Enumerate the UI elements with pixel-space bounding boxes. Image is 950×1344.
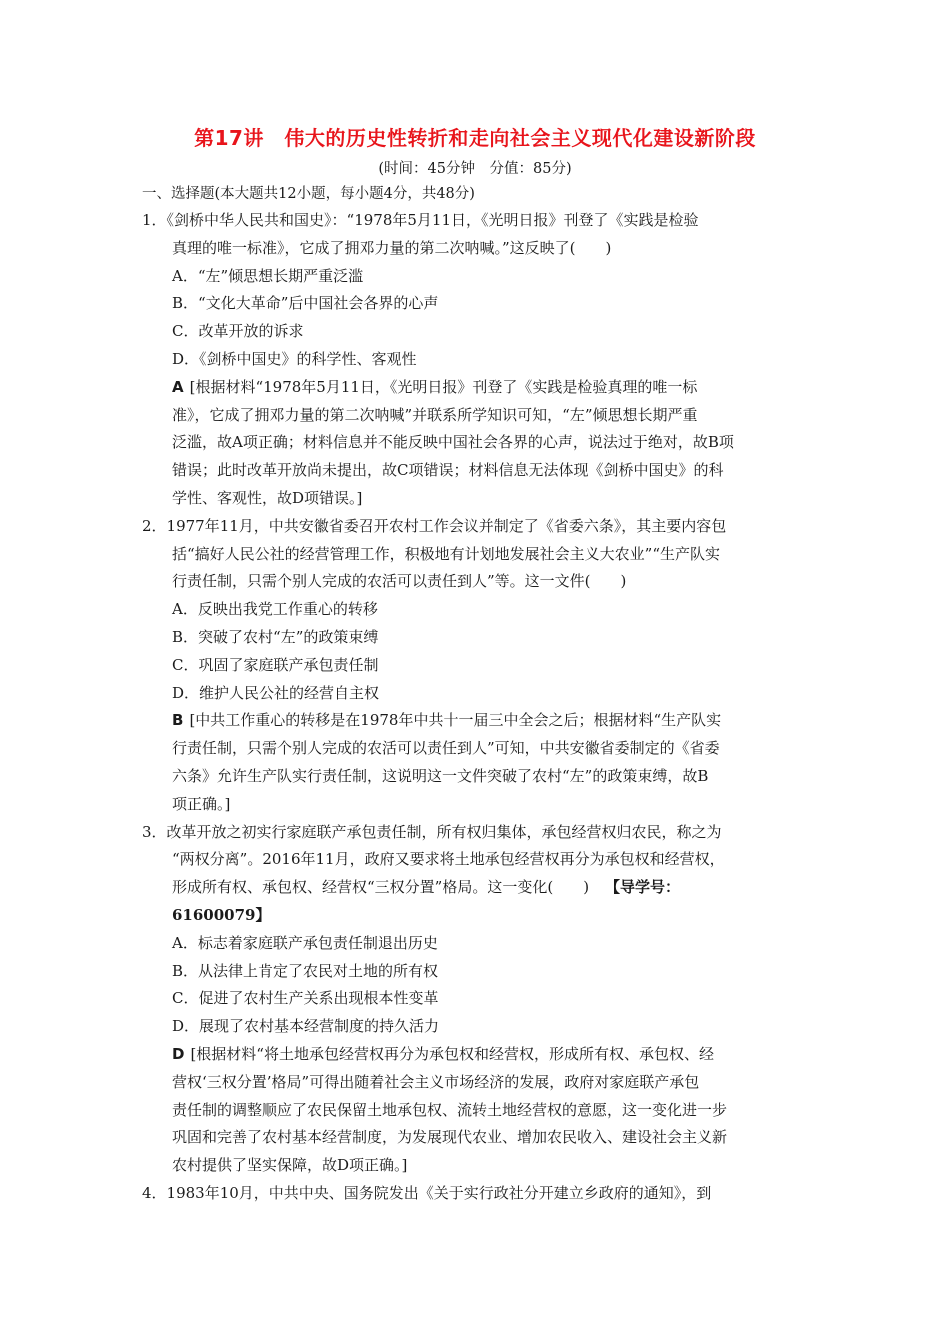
reference-number bbox=[142, 902, 808, 930]
section-heading: 一、选择题(本大题共12小题，每小题4分，共48分) bbox=[142, 186, 475, 202]
explanation-line: 六条》允许生产队实行责任制，这说明这一文件突破了农村“左”的政策束缚，故B bbox=[172, 766, 709, 785]
explanation-line: 责任制的调整顺应了农民保留土地承包权、流转土地经营权的意愿，这一变化进一步 bbox=[172, 1100, 728, 1119]
time-and-score: (时间：45分钟 分值：85分) bbox=[378, 161, 572, 177]
option-d: D．《剑桥中国史》的科学性、客观性 bbox=[172, 349, 417, 368]
stem-text: 形成所有权、承包权、经营权“三权分置”格局。这一变化( ) bbox=[172, 878, 590, 897]
question-stem-line: 括“搞好人民公社的经营管理工作，积极地有计划地发展社会主义大农业”“生产队实 bbox=[172, 544, 721, 563]
option-b: B．从法律上肯定了农民对土地的所有权 bbox=[172, 961, 439, 980]
option-b: B．突破了农村“左”的政策束缚 bbox=[172, 627, 379, 646]
question-3 bbox=[142, 819, 808, 1180]
explanation-line: 泛滥，故A项正确；材料信息并不能反映中国社会各界的心声，说法过于绝对，故B项 bbox=[172, 433, 734, 452]
answer-explanation-line bbox=[142, 707, 808, 735]
reference-label: 【导学号： bbox=[605, 878, 681, 897]
explanation-line: 巩固和完善了农村基本经营制度，为发展现代农业、增加农民收入、建设社会主义新 bbox=[172, 1128, 728, 1147]
explanation-text: [根据材料“1978年5月11日，《光明日报》刊登了《实践是检验真理的唯一标 bbox=[189, 377, 698, 396]
option-a: A．反映出我党工作重心的转移 bbox=[172, 600, 378, 619]
explanation-text: [中共工作重心的转移是在1978年中共十一届三中全会之后；根据材料“生产队实 bbox=[189, 711, 722, 730]
question-stem-line: 1．《剑桥中华人民共和国史》：“1978年5月11日，《光明日报》刊登了《实践是检验 bbox=[142, 211, 699, 229]
answer-explanation-line bbox=[142, 374, 808, 402]
option-c: C．促进了农村生产关系出现根本性变革 bbox=[172, 989, 439, 1008]
question-stem-line bbox=[142, 874, 808, 902]
question-list bbox=[142, 207, 808, 1208]
explanation-line: 学性、客观性，故D项错误。] bbox=[172, 488, 363, 507]
answer-letter: A bbox=[172, 377, 184, 396]
option-d: D．展现了农村基本经营制度的持久活力 bbox=[172, 1017, 440, 1036]
explanation-line: 行责任制，只需个别人完成的农活可以责任到人”可知，中共安徽省委制定的《省委 bbox=[172, 739, 720, 758]
question-stem-line: 4．1983年10月，中共中央、国务院发出《关于实行政社分开建立乡政府的通知》，到 bbox=[142, 1183, 712, 1202]
question-stem-line: 真理的唯一标准》，它成了拥邓力量的第二次呐喊。”这反映了( ) bbox=[172, 238, 612, 257]
question-stem-line: “两权分离”。2016年11月，政府又要求将土地承包经营权再分为承包权和经营权， bbox=[172, 850, 725, 869]
option-a: A．“左”倾思想长期严重泛滥 bbox=[172, 266, 364, 285]
option-b: B．“文化大革命”后中国社会各界的心声 bbox=[172, 294, 439, 313]
question-stem-line: 2．1977年11月，中共安徽省委召开农村工作会议并制定了《省委六条》，其主要内容包 bbox=[142, 516, 727, 535]
option-c: C．改革开放的诉求 bbox=[172, 322, 304, 341]
question-4 bbox=[142, 1180, 808, 1208]
question-stem-line: 3．改革开放之初实行家庭联产承包责任制，所有权归集体，承包经营权归农民，称之为 bbox=[142, 822, 722, 841]
answer-letter: D bbox=[172, 1044, 185, 1063]
answer-letter: B bbox=[172, 711, 184, 730]
explanation-line: 错误；此时改革开放尚未提出，故C项错误；材料信息无法体现《剑桥中国史》的科 bbox=[172, 461, 724, 480]
explanation-line: 农村提供了坚实保障，故D项正确。] bbox=[172, 1156, 408, 1175]
explanation-line: 准》，它成了拥邓力量的第二次呐喊”并联系所学知识可知，“左”倾思想长期严重 bbox=[172, 405, 698, 424]
question-stem-line: 行责任制，只需个别人完成的农活可以责任到人”等。这一文件( ) bbox=[172, 572, 627, 591]
page-title: 第17讲 伟大的历史性转折和走向社会主义现代化建设新阶段 bbox=[194, 126, 756, 150]
option-d: D．维护人民公社的经营自主权 bbox=[172, 683, 380, 702]
explanation-line: 营权‘三权分置’格局”可得出随着社会主义市场经济的发展，政府对家庭联产承包 bbox=[172, 1072, 700, 1091]
explanation-line: 项正确。] bbox=[172, 794, 231, 813]
question-1 bbox=[142, 207, 808, 513]
option-a: A．标志着家庭联产承包责任制退出历史 bbox=[172, 933, 438, 952]
answer-explanation-line bbox=[142, 1041, 808, 1069]
explanation-text: [根据材料“将土地承包经营权再分为承包权和经营权，形成所有权、承包权、经 bbox=[190, 1044, 714, 1063]
question-2 bbox=[142, 513, 808, 819]
option-c: C．巩固了家庭联产承包责任制 bbox=[172, 655, 379, 674]
reference-number-text: 61600079】 bbox=[172, 905, 271, 924]
